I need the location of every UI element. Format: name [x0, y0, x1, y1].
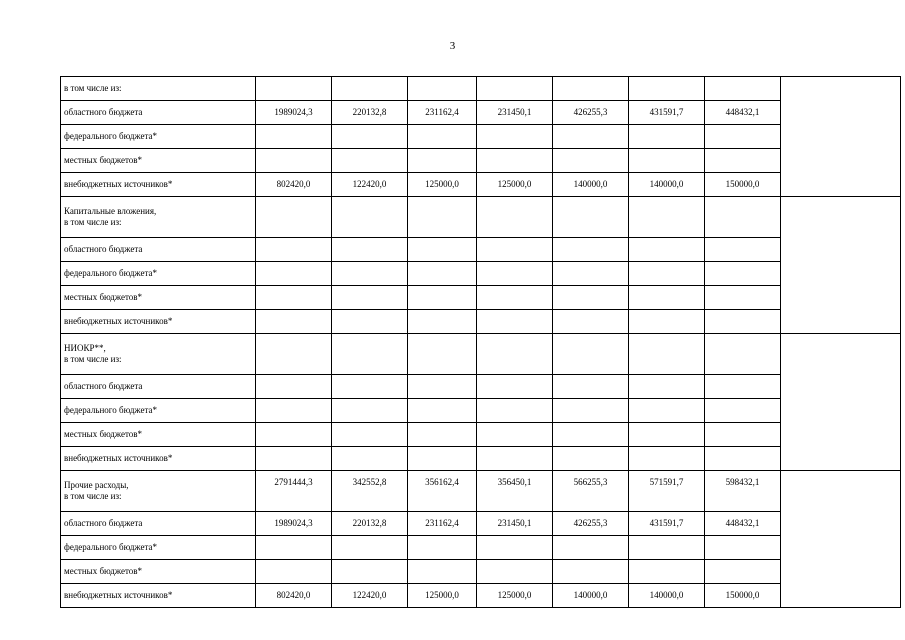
cell-value — [705, 375, 781, 399]
row-label: местных бюджетов* — [61, 560, 256, 584]
cell-value — [332, 560, 408, 584]
cell-value — [553, 125, 629, 149]
cell-value: 426255,3 — [553, 101, 629, 125]
cell-value — [332, 447, 408, 471]
cell-value — [705, 447, 781, 471]
cell-value — [256, 447, 332, 471]
cell-value — [477, 125, 553, 149]
cell-value — [553, 560, 629, 584]
cell-value — [477, 447, 553, 471]
cell-value: 598432,1 — [705, 471, 781, 512]
cell-value — [629, 238, 705, 262]
cell-value — [408, 536, 477, 560]
cell-value — [705, 536, 781, 560]
table-row — [61, 197, 901, 238]
row-label-line1: Капитальные вложения, — [64, 206, 157, 216]
cell-value — [553, 286, 629, 310]
cell-value — [629, 310, 705, 334]
cell-value — [332, 238, 408, 262]
cell-value — [332, 334, 408, 375]
cell-value — [477, 77, 553, 101]
cell-value — [553, 149, 629, 173]
cell-value: 140000,0 — [553, 584, 629, 608]
cell-value — [629, 536, 705, 560]
table-row — [61, 399, 901, 423]
cell-value — [256, 334, 332, 375]
cell-value: 571591,7 — [629, 471, 705, 512]
row-label: федерального бюджета* — [61, 399, 256, 423]
cell-value — [629, 334, 705, 375]
cell-value — [477, 310, 553, 334]
cell-value — [477, 375, 553, 399]
cell-value — [629, 77, 705, 101]
cell-value — [477, 399, 553, 423]
row-label-line2: в том числе из: — [64, 217, 122, 227]
cell-value — [332, 310, 408, 334]
cell-value — [705, 77, 781, 101]
table-row — [61, 560, 901, 584]
cell-value — [553, 399, 629, 423]
cell-value — [477, 536, 553, 560]
table-row — [61, 423, 901, 447]
cell-value — [629, 262, 705, 286]
cell-value: 1989024,3 — [256, 101, 332, 125]
cell-value — [553, 423, 629, 447]
cell-value — [332, 286, 408, 310]
row-label — [61, 471, 256, 512]
row-label — [61, 197, 256, 238]
cell-value — [705, 125, 781, 149]
cell-value — [256, 286, 332, 310]
cell-value: 231450,1 — [477, 512, 553, 536]
row-label: областного бюджета — [61, 101, 256, 125]
table-row — [61, 447, 901, 471]
table-row — [61, 125, 901, 149]
row-label: областного бюджета — [61, 238, 256, 262]
cell-value — [553, 334, 629, 375]
cell-value — [408, 447, 477, 471]
cell-value — [256, 197, 332, 238]
row-label: местных бюджетов* — [61, 423, 256, 447]
cell-value — [256, 536, 332, 560]
cell-value — [256, 125, 332, 149]
cell-value — [705, 262, 781, 286]
cell-value — [705, 149, 781, 173]
row-label: в том числе из: — [61, 77, 256, 101]
merged-empty-cell — [781, 197, 901, 334]
cell-value — [553, 262, 629, 286]
cell-value: 356162,4 — [408, 471, 477, 512]
budget-table — [60, 76, 901, 608]
table-row — [61, 334, 901, 375]
cell-value — [256, 77, 332, 101]
table-row — [61, 286, 901, 310]
cell-value — [332, 262, 408, 286]
cell-value — [256, 310, 332, 334]
cell-value: 356450,1 — [477, 471, 553, 512]
cell-value: 220132,8 — [332, 101, 408, 125]
cell-value: 231162,4 — [408, 512, 477, 536]
cell-value — [553, 375, 629, 399]
cell-value: 431591,7 — [629, 101, 705, 125]
table-row — [61, 512, 901, 536]
cell-value: 802420,0 — [256, 584, 332, 608]
table-row — [61, 149, 901, 173]
cell-value: 125000,0 — [477, 584, 553, 608]
cell-value: 140000,0 — [629, 173, 705, 197]
cell-value — [256, 375, 332, 399]
cell-value — [408, 423, 477, 447]
row-label: федерального бюджета* — [61, 536, 256, 560]
cell-value: 140000,0 — [629, 584, 705, 608]
cell-value: 342552,8 — [332, 471, 408, 512]
cell-value — [705, 399, 781, 423]
cell-value — [629, 286, 705, 310]
cell-value — [477, 334, 553, 375]
cell-value — [477, 238, 553, 262]
table-row — [61, 584, 901, 608]
cell-value: 220132,8 — [332, 512, 408, 536]
cell-value — [705, 310, 781, 334]
table-row — [61, 262, 901, 286]
page-number: 3 — [449, 40, 456, 52]
row-label — [61, 334, 256, 375]
cell-value — [629, 197, 705, 238]
cell-value — [477, 197, 553, 238]
cell-value — [256, 238, 332, 262]
cell-value — [629, 399, 705, 423]
cell-value: 150000,0 — [705, 584, 781, 608]
cell-value — [408, 286, 477, 310]
merged-empty-cell — [781, 471, 901, 608]
cell-value: 448432,1 — [705, 512, 781, 536]
table-row — [61, 471, 901, 512]
cell-value — [553, 447, 629, 471]
row-label-line1: НИОКР**, — [64, 343, 106, 353]
table-row — [61, 173, 901, 197]
cell-value: 122420,0 — [332, 584, 408, 608]
cell-value — [553, 310, 629, 334]
table-row — [61, 238, 901, 262]
cell-value: 231450,1 — [477, 101, 553, 125]
cell-value — [553, 238, 629, 262]
cell-value: 122420,0 — [332, 173, 408, 197]
cell-value — [408, 77, 477, 101]
table-row — [61, 375, 901, 399]
cell-value — [408, 238, 477, 262]
cell-value: 426255,3 — [553, 512, 629, 536]
row-label: областного бюджета — [61, 375, 256, 399]
cell-value — [408, 125, 477, 149]
cell-value — [629, 560, 705, 584]
cell-value — [408, 560, 477, 584]
cell-value — [408, 375, 477, 399]
cell-value: 125000,0 — [408, 584, 477, 608]
cell-value — [408, 197, 477, 238]
cell-value — [705, 423, 781, 447]
table-row — [61, 310, 901, 334]
cell-value — [705, 197, 781, 238]
cell-value — [256, 149, 332, 173]
cell-value — [477, 149, 553, 173]
row-label: местных бюджетов* — [61, 286, 256, 310]
cell-value: 448432,1 — [705, 101, 781, 125]
cell-value — [408, 310, 477, 334]
row-label: федерального бюджета* — [61, 262, 256, 286]
cell-value — [629, 447, 705, 471]
cell-value — [553, 77, 629, 101]
cell-value — [332, 125, 408, 149]
cell-value — [408, 149, 477, 173]
cell-value — [256, 262, 332, 286]
cell-value — [477, 286, 553, 310]
cell-value: 150000,0 — [705, 173, 781, 197]
cell-value: 140000,0 — [553, 173, 629, 197]
cell-value: 231162,4 — [408, 101, 477, 125]
cell-value — [408, 262, 477, 286]
cell-value — [408, 399, 477, 423]
row-label: областного бюджета — [61, 512, 256, 536]
cell-value — [256, 560, 332, 584]
cell-value — [332, 536, 408, 560]
cell-value — [332, 423, 408, 447]
row-label: внебюджетных источников* — [61, 584, 256, 608]
row-label-line1: Прочие расходы, — [64, 480, 129, 490]
cell-value — [477, 560, 553, 584]
cell-value — [629, 375, 705, 399]
merged-empty-cell — [781, 77, 901, 197]
row-label: федерального бюджета* — [61, 125, 256, 149]
cell-value — [332, 149, 408, 173]
cell-value: 802420,0 — [256, 173, 332, 197]
cell-value — [629, 125, 705, 149]
cell-value — [477, 262, 553, 286]
cell-value: 125000,0 — [477, 173, 553, 197]
table-row — [61, 101, 901, 125]
cell-value: 125000,0 — [408, 173, 477, 197]
row-label: внебюджетных источников* — [61, 447, 256, 471]
cell-value — [705, 238, 781, 262]
cell-value — [256, 399, 332, 423]
cell-value — [553, 536, 629, 560]
cell-value: 566255,3 — [553, 471, 629, 512]
cell-value: 1989024,3 — [256, 512, 332, 536]
row-label: местных бюджетов* — [61, 149, 256, 173]
merged-empty-cell — [781, 334, 901, 471]
cell-value — [705, 286, 781, 310]
cell-value — [629, 149, 705, 173]
row-label-line2: в том числе из: — [64, 354, 122, 364]
table-row — [61, 536, 901, 560]
cell-value — [477, 423, 553, 447]
cell-value — [332, 197, 408, 238]
cell-value — [332, 77, 408, 101]
cell-value: 2791444,3 — [256, 471, 332, 512]
row-label-line2: в том числе из: — [64, 491, 122, 501]
cell-value: 431591,7 — [629, 512, 705, 536]
cell-value — [705, 334, 781, 375]
cell-value — [332, 375, 408, 399]
row-label: внебюджетных источников* — [61, 173, 256, 197]
cell-value — [408, 334, 477, 375]
cell-value — [553, 197, 629, 238]
row-label: внебюджетных источников* — [61, 310, 256, 334]
cell-value — [629, 423, 705, 447]
cell-value — [256, 423, 332, 447]
table-row — [61, 77, 901, 101]
cell-value — [705, 560, 781, 584]
cell-value — [332, 399, 408, 423]
